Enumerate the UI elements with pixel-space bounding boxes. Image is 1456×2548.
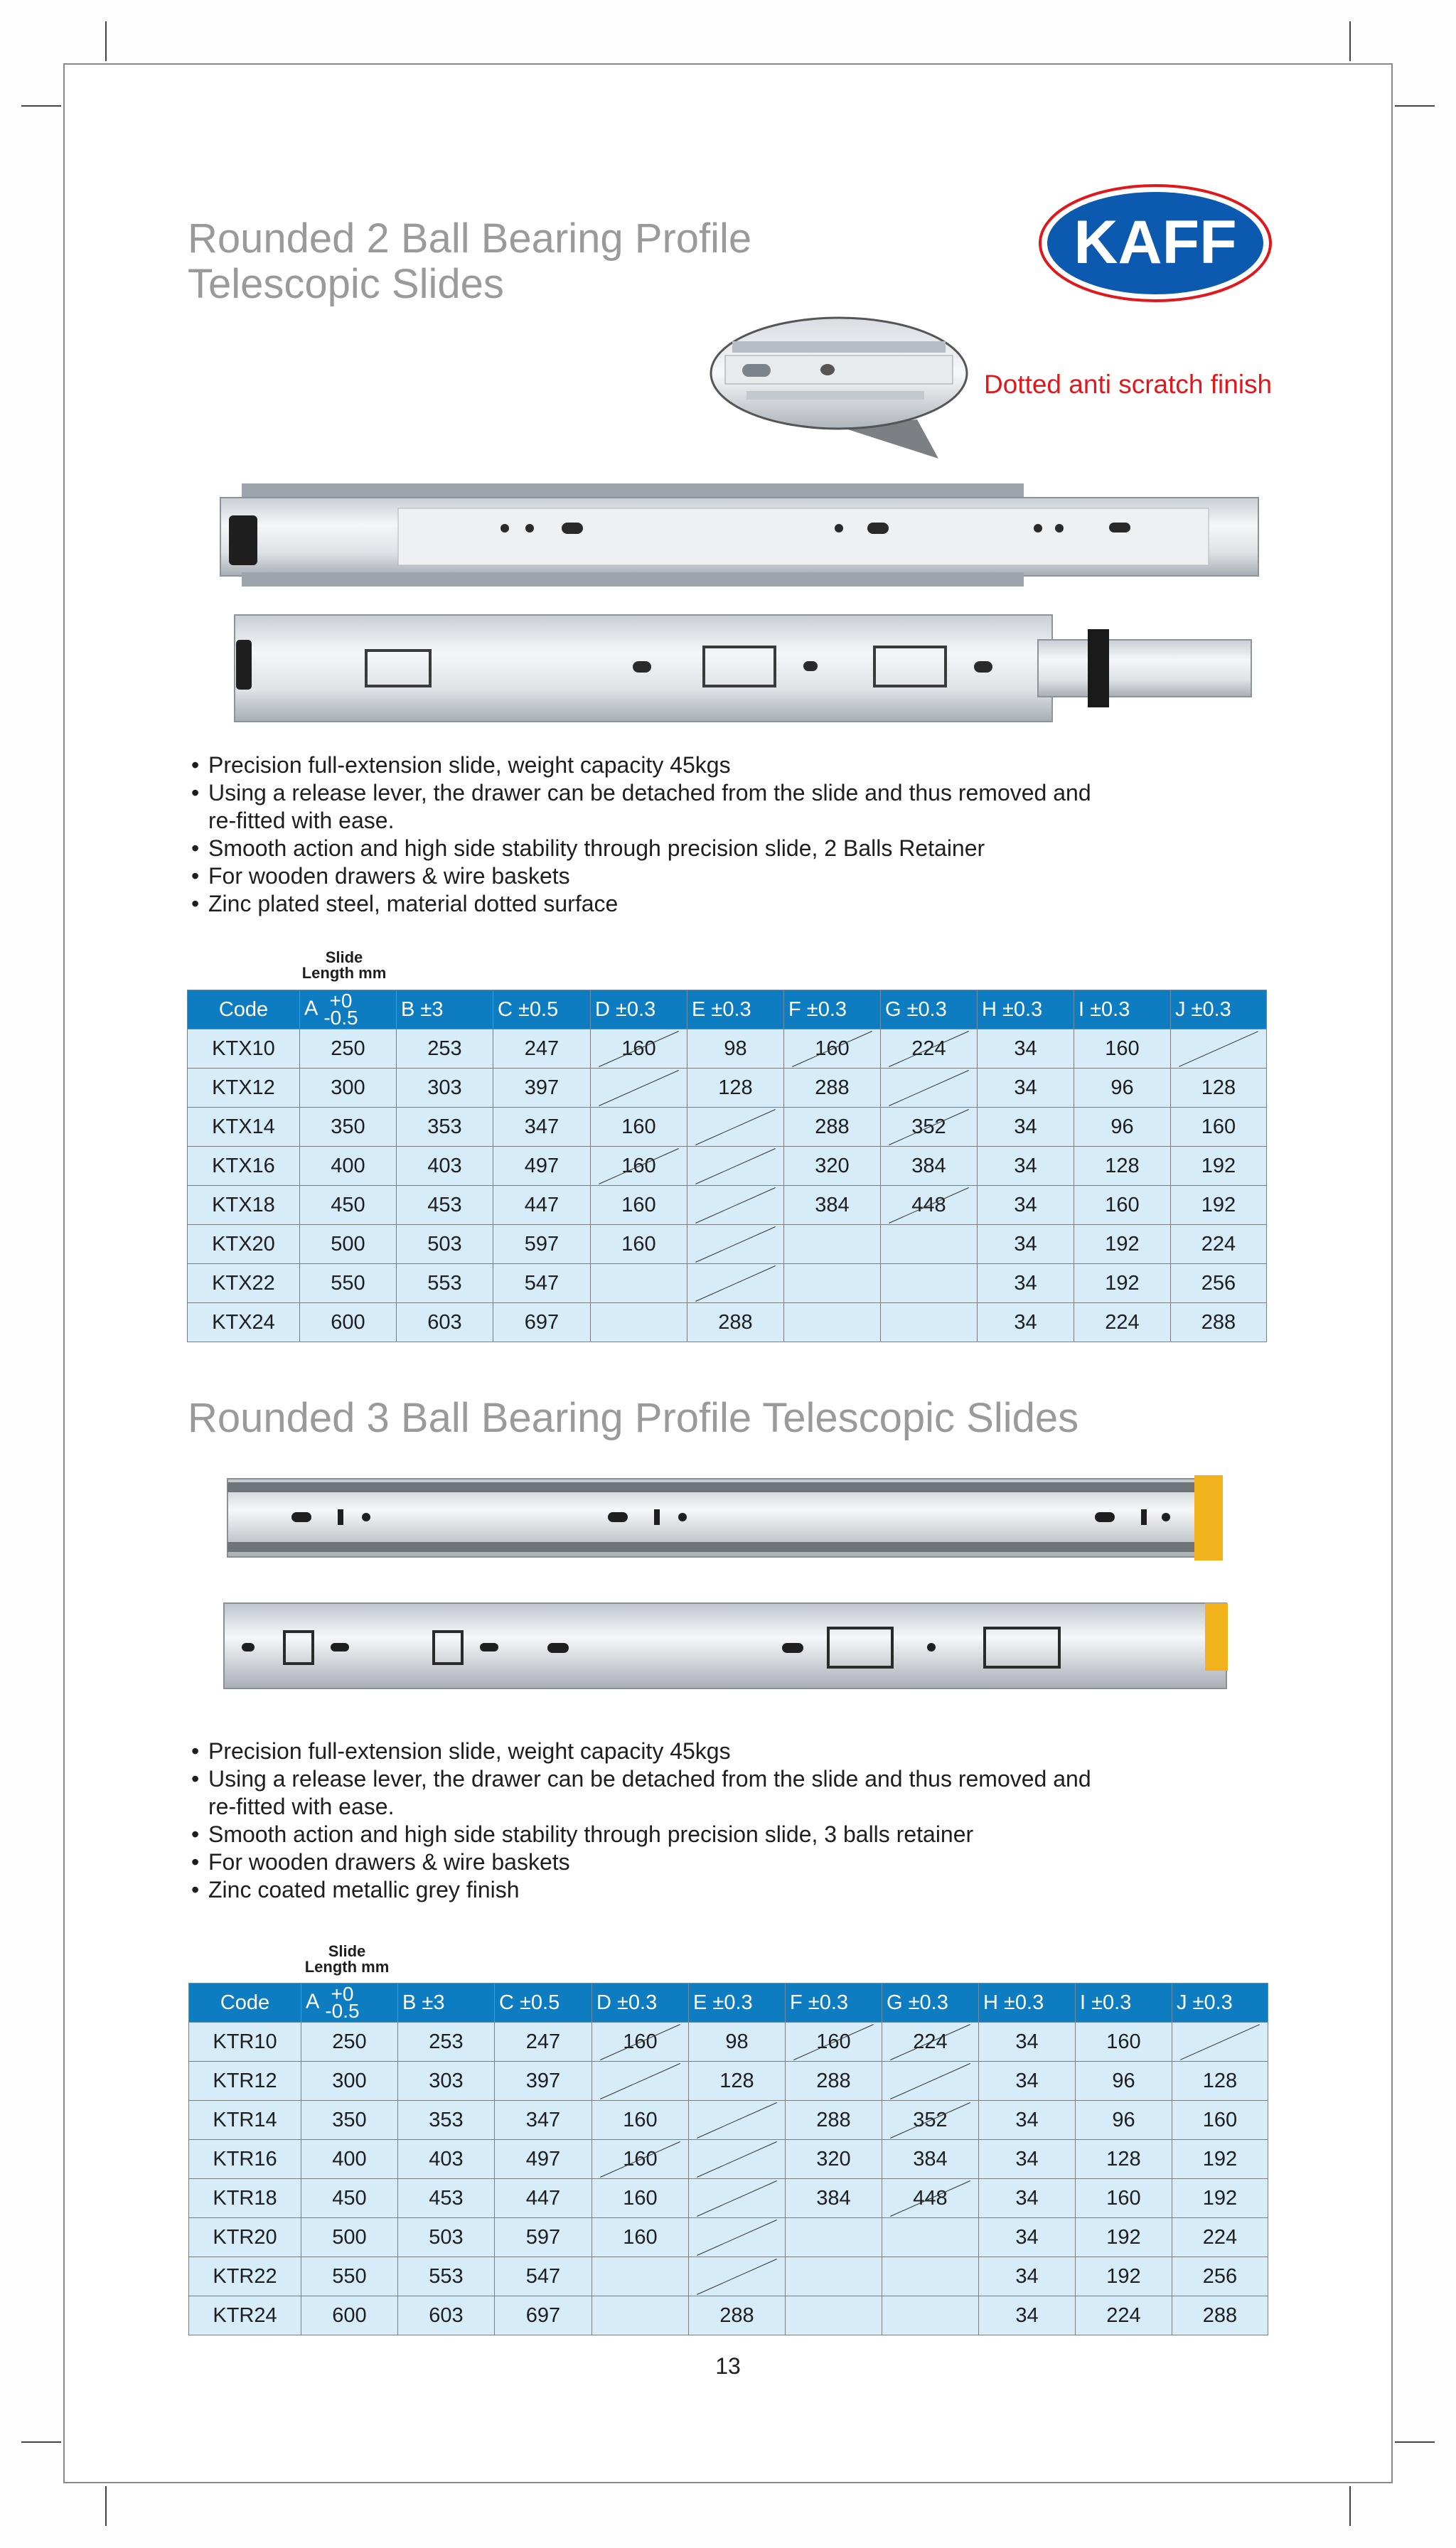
column-header: G ±0.3 [882,1984,979,2023]
table-cell [689,2257,786,2296]
table-cell: 34 [978,1264,1074,1303]
table-cell: 397 [495,2062,592,2101]
table-cell: 384 [786,2179,882,2218]
crop-mark [105,21,107,61]
table-row [188,1147,1267,1186]
section1-title-line1: Rounded 2 Ball Bearing Profile [188,215,752,262]
column-header: H ±0.3 [979,1984,1076,2023]
column-header: F ±0.3 [786,1984,882,2023]
table-cell [592,2257,689,2296]
table-cell [786,2296,882,2335]
table-cell: 160 [591,1186,687,1225]
table-cell: 256 [1171,1264,1267,1303]
column-header: A +0 -0.5 [301,1984,398,2023]
table-cell: 547 [493,1264,591,1303]
table-cell: 224 [1076,2296,1172,2335]
table-cell: 500 [300,1225,397,1264]
table-cell [881,1264,978,1303]
table-cell: 503 [398,2218,495,2257]
feature-item: • Precision full-extension slide, weight capacity 45kgs [188,751,1255,779]
table-cell: 34 [978,1029,1074,1069]
table-cell: 160 [1172,2101,1268,2140]
table-cell [786,2218,882,2257]
table-cell [882,2257,979,2296]
product-code-cell: KTR20 [189,2218,301,2257]
product-code-cell: KTX24 [188,1303,300,1342]
feature-item: • Zinc plated steel, material dotted surface [188,890,1255,918]
table-row [189,2179,1268,2218]
table-row [188,1069,1267,1108]
column-header: G ±0.3 [881,990,978,1029]
slide-length-label [287,950,401,981]
product-code-cell: KTR14 [189,2101,301,2140]
table-cell [591,1069,687,1108]
table-cell: 288 [784,1069,881,1108]
column-header: F ±0.3 [784,990,881,1029]
product-code-cell: KTR24 [189,2296,301,2335]
table-cell [592,2296,689,2335]
column-header: B ±3 [398,1984,495,2023]
kaff-logo [1038,183,1273,303]
table-cell: 192 [1074,1264,1171,1303]
table-cell: 192 [1172,2140,1268,2179]
table-cell: 697 [493,1303,591,1342]
table-cell: 224 [1074,1303,1171,1342]
column-header: C ±0.5 [493,990,591,1029]
table-cell: 448 [882,2179,979,2218]
table-cell [882,2062,979,2101]
feature-item: • Zinc coated metallic grey finish [188,1876,1255,1904]
product-code-cell: KTX10 [188,1029,300,1069]
table-cell: 128 [687,1069,784,1108]
table-cell: 160 [592,2179,689,2218]
table-cell: 447 [495,2179,592,2218]
table-cell: 160 [592,2023,689,2062]
table-cell: 256 [1172,2257,1268,2296]
table-cell: 350 [300,1108,397,1147]
table-cell [687,1186,784,1225]
table-cell: 497 [495,2140,592,2179]
table-row [188,1225,1267,1264]
table-cell: 400 [301,2140,398,2179]
table-cell [689,2179,786,2218]
section1-feature-list [188,751,1255,918]
column-header: J ±0.3 [1171,990,1267,1029]
tolerance-label [325,1983,360,2022]
column-header: Code [188,990,300,1029]
table-cell: 352 [881,1108,978,1147]
table-cell: 34 [978,1303,1074,1342]
crop-mark [21,2441,61,2443]
table-cell: 192 [1076,2218,1172,2257]
table-cell: 98 [689,2023,786,2062]
table-cell: 250 [300,1029,397,1069]
table-cell: 96 [1076,2062,1172,2101]
crop-mark [1349,2486,1351,2526]
product-code-cell: KTR16 [189,2140,301,2179]
table-cell: 288 [786,2062,882,2101]
feature-item: • Smooth action and high side stability through precision slide, 2 Balls Retainer [188,835,1255,862]
section1-title [188,216,751,307]
table-cell: 160 [784,1029,881,1069]
table-cell: 98 [687,1029,784,1069]
product-code-cell: KTX14 [188,1108,300,1147]
section2-feature-list [188,1738,1255,1904]
column-header: A +0 -0.5 [300,990,397,1029]
table-row [188,1264,1267,1303]
table-cell: 160 [592,2140,689,2179]
slide-label-line1: Slide [328,1942,366,1960]
table-cell: 320 [784,1147,881,1186]
table-cell [786,2257,882,2296]
table-row [189,2101,1268,2140]
table-cell: 96 [1076,2101,1172,2140]
slide-length-label [290,1944,404,1975]
product-code-cell: KTR18 [189,2179,301,2218]
tolerance-plus: +0 [329,990,353,1012]
column-header: J ±0.3 [1172,1984,1268,2023]
table-cell [881,1225,978,1264]
table-cell: 403 [398,2140,495,2179]
table-cell [689,2218,786,2257]
feature-item: • Smooth action and high side stability through precision slide, 3 balls retainer [188,1821,1255,1848]
crop-mark [1349,21,1351,61]
feature-item-continuation: re-fitted with ease. [208,1794,395,1819]
table-cell: 550 [301,2257,398,2296]
product-code-cell: KTX12 [188,1069,300,1108]
table-cell: 253 [397,1029,493,1069]
table-cell: 453 [397,1186,493,1225]
table-cell: 160 [592,2101,689,2140]
table-cell: 403 [397,1147,493,1186]
table-cell: 400 [300,1147,397,1186]
table-cell: 553 [398,2257,495,2296]
table-cell [784,1264,881,1303]
table-cell [687,1225,784,1264]
table-cell: 697 [495,2296,592,2335]
crop-mark [105,2486,107,2526]
table-cell: 250 [301,2023,398,2062]
table-cell: 597 [495,2218,592,2257]
table-row [189,2257,1268,2296]
table-cell: 34 [978,1069,1074,1108]
table-cell: 34 [979,2296,1076,2335]
column-header: B ±3 [397,990,493,1029]
table-cell: 300 [301,2062,398,2101]
table-cell: 550 [300,1264,397,1303]
table-cell: 192 [1074,1225,1171,1264]
table-cell: 447 [493,1186,591,1225]
table-cell: 597 [493,1225,591,1264]
section1-title-line2: Telescopic Slides [188,261,504,307]
table-cell: 160 [1171,1108,1267,1147]
logo-text: KAFF [1074,208,1237,277]
table-cell [689,2101,786,2140]
column-header: I ±0.3 [1074,990,1171,1029]
table-cell: 600 [300,1303,397,1342]
table-cell: 96 [1074,1108,1171,1147]
table-cell: 160 [1074,1186,1171,1225]
feature-item: • Precision full-extension slide, weight capacity 45kgs [188,1738,1255,1765]
table-row [189,2140,1268,2179]
table-cell: 34 [979,2101,1076,2140]
table-cell [784,1303,881,1342]
table-cell [1172,2023,1268,2062]
table-cell: 450 [300,1186,397,1225]
column-header: D ±0.3 [591,990,687,1029]
feature-item-continuation: re-fitted with ease. [208,808,395,833]
column-header: Code [189,1984,301,2023]
table-cell: 34 [978,1225,1074,1264]
product-code-cell: KTX16 [188,1147,300,1186]
table-cell: 128 [1172,2062,1268,2101]
table-cell: 160 [591,1225,687,1264]
table-cell: 303 [397,1069,493,1108]
crop-mark [21,105,61,107]
table-cell: 192 [1076,2257,1172,2296]
table-cell: 34 [978,1186,1074,1225]
table-cell: 160 [786,2023,882,2062]
column-header: H ±0.3 [978,990,1074,1029]
page-number: 13 [715,2353,741,2379]
table-cell: 288 [687,1303,784,1342]
table-cell [689,2140,786,2179]
product-code-cell: KTR12 [189,2062,301,2101]
table-cell: 303 [398,2062,495,2101]
table-cell: 288 [689,2296,786,2335]
table-cell: 224 [1171,1225,1267,1264]
table-cell: 34 [979,2140,1076,2179]
table-cell: 128 [1171,1069,1267,1108]
two-ball-slide-image [213,473,1262,736]
table-row [189,2296,1268,2335]
table-cell: 192 [1172,2179,1268,2218]
table-cell [881,1303,978,1342]
table-cell: 288 [1172,2296,1268,2335]
product-code-cell: KTR22 [189,2257,301,2296]
table-cell: 224 [881,1029,978,1069]
table-cell: 603 [398,2296,495,2335]
table-cell: 128 [1074,1147,1171,1186]
table-cell: 300 [300,1069,397,1108]
table-cell: 384 [881,1147,978,1186]
column-header: D ±0.3 [592,1984,689,2023]
table-cell [881,1069,978,1108]
table-cell: 347 [495,2101,592,2140]
table-row [188,1029,1267,1069]
table-cell: 453 [398,2179,495,2218]
table-row [189,2218,1268,2257]
table-cell: 128 [1076,2140,1172,2179]
table-cell: 34 [978,1147,1074,1186]
table-cell: 384 [882,2140,979,2179]
tolerance-label [323,992,358,1027]
feature-item: • For wooden drawers & wire baskets [188,862,1255,890]
table-header-row [188,990,1267,1029]
table-cell: 547 [495,2257,592,2296]
column-header: I ±0.3 [1076,1984,1172,2023]
table-row [189,2062,1268,2101]
column-header: E ±0.3 [689,1984,786,2023]
table-cell: 384 [784,1186,881,1225]
table-cell: 320 [786,2140,882,2179]
column-header: C ±0.5 [495,1984,592,2023]
table-cell: 160 [1076,2023,1172,2062]
table-cell: 224 [882,2023,979,2062]
table-cell: 352 [882,2101,979,2140]
table-cell: 500 [301,2218,398,2257]
feature-item: • Using a release lever, the drawer can be detached from the slide and thus removed and [188,779,1255,807]
ktr-spec-table [188,1983,1268,2335]
table-cell [1171,1029,1267,1069]
table-cell: 397 [493,1069,591,1108]
table-cell [687,1147,784,1186]
slide-label-line1: Slide [325,948,363,966]
table-cell: 347 [493,1108,591,1147]
callout-label: Dotted anti scratch finish [984,370,1273,399]
table-row [188,1186,1267,1225]
table-cell: 503 [397,1225,493,1264]
table-cell [882,2296,979,2335]
table-cell [591,1264,687,1303]
table-cell: 353 [397,1108,493,1147]
ktx-spec-table [187,990,1267,1342]
table-cell: 288 [784,1108,881,1147]
table-cell: 160 [1074,1029,1171,1069]
product-code-cell: KTX20 [188,1225,300,1264]
table-cell: 34 [978,1108,1074,1147]
three-ball-slide-image [213,1468,1237,1706]
table-cell: 553 [397,1264,493,1303]
table-cell: 497 [493,1147,591,1186]
table-cell: 34 [979,2218,1076,2257]
table-cell: 600 [301,2296,398,2335]
table-row [189,2023,1268,2062]
table-cell: 34 [979,2179,1076,2218]
table-cell [882,2218,979,2257]
table-cell: 288 [786,2101,882,2140]
tolerance-minus: -0.5 [323,1007,358,1029]
table-row [188,1108,1267,1147]
table-cell: 34 [979,2023,1076,2062]
table-cell: 192 [1171,1186,1267,1225]
table-cell: 192 [1171,1147,1267,1186]
tolerance-plus: +0 [331,1983,354,2005]
table-cell: 160 [591,1108,687,1147]
table-cell: 603 [397,1303,493,1342]
feature-item: • For wooden drawers & wire baskets [188,1848,1255,1876]
table-cell [592,2062,689,2101]
table-cell: 128 [689,2062,786,2101]
table-cell: 253 [398,2023,495,2062]
section2-title: Rounded 3 Ball Bearing Profile Telescopic Slides [188,1395,1079,1441]
table-cell [591,1303,687,1342]
table-cell: 160 [591,1147,687,1186]
table-cell: 160 [1076,2179,1172,2218]
table-cell: 247 [495,2023,592,2062]
callout-magnifier-image [704,313,981,462]
table-cell: 96 [1074,1069,1171,1108]
table-cell: 34 [979,2257,1076,2296]
table-cell [687,1264,784,1303]
table-cell: 160 [591,1029,687,1069]
tolerance-minus: -0.5 [325,2000,360,2022]
column-header: E ±0.3 [687,990,784,1029]
table-row [188,1303,1267,1342]
crop-mark [1395,2441,1435,2443]
table-cell: 353 [398,2101,495,2140]
table-cell: 288 [1171,1303,1267,1342]
table-cell: 448 [881,1186,978,1225]
product-code-cell: KTX18 [188,1186,300,1225]
table-cell: 247 [493,1029,591,1069]
table-cell [687,1108,784,1147]
crop-mark [1395,105,1435,107]
product-code-cell: KTX22 [188,1264,300,1303]
table-header-row [189,1984,1268,2023]
table-cell: 34 [979,2062,1076,2101]
slide-label-line2: Length mm [301,964,387,982]
product-code-cell: KTR10 [189,2023,301,2062]
slide-label-line2: Length mm [304,1958,390,1976]
feature-item: • Using a release lever, the drawer can be detached from the slide and thus removed and [188,1765,1255,1793]
table-cell: 160 [592,2218,689,2257]
table-cell [784,1225,881,1264]
table-cell: 350 [301,2101,398,2140]
table-cell: 224 [1172,2218,1268,2257]
table-cell: 450 [301,2179,398,2218]
